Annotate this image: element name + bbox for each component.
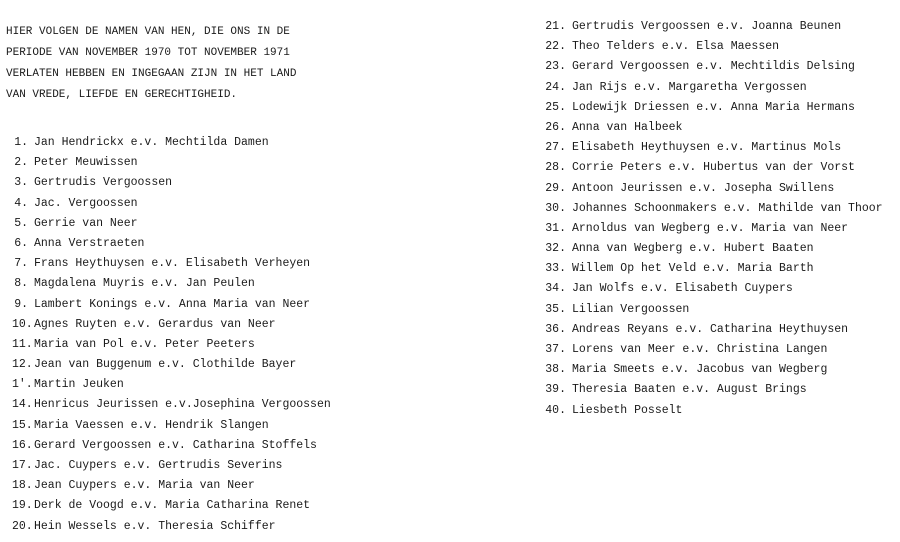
entry-name: Henricus Jeurissen e.v.Josephina Vergoossen [34, 398, 331, 412]
entry-name: Elisabeth Heythuysen e.v. Martinus Mols [572, 141, 842, 155]
entry-name: Martin Jeuken [34, 378, 124, 392]
entry-number: 38. [545, 363, 566, 377]
entry-name: Agnes Ruyten e.v. Gerardus van Neer [34, 317, 276, 331]
list-item [540, 78, 883, 98]
entry-number: 7. [14, 257, 28, 271]
entry-name: Maria Vaessen e.v. Hendrik Slangen [34, 418, 269, 432]
entry-number: 16. [12, 438, 33, 452]
list-item [540, 300, 883, 320]
memorial-heading [6, 22, 336, 106]
list-item [12, 254, 331, 274]
entry-number: 6. [14, 236, 28, 250]
entry-name: Jean Cuypers e.v. Maria van Neer [34, 479, 255, 493]
list-item [12, 153, 331, 173]
list-item [540, 259, 883, 279]
list-item [12, 133, 331, 153]
list-item [12, 194, 331, 214]
entry-name: Theo Telders e.v. Elsa Maessen [572, 40, 780, 54]
entry-number: 39. [545, 383, 566, 397]
heading-line: VAN VREDE, LIEFDE EN GERECHTIGHEID. [6, 89, 238, 101]
entry-number: 14. [12, 398, 33, 412]
entry-number: 8. [14, 277, 28, 291]
entry-name: Lodewijk Driessen e.v. Anna Maria Hermans [572, 100, 855, 114]
entry-number: 5. [14, 216, 28, 230]
list-item [12, 375, 331, 395]
entry-name: Lorens van Meer e.v. Christina Langen [572, 343, 828, 356]
entry-name: Liesbeth Posselt [572, 403, 683, 417]
list-item [12, 456, 331, 476]
list-item [540, 57, 883, 77]
list-item [12, 416, 331, 436]
entry-name: Lambert Konings e.v. Anna Maria van Neer [34, 297, 311, 311]
entry-name: Corrie Peters e.v. Hubertus van der Vorst [572, 161, 855, 175]
entry-name: Arnoldus van Wegberg e.v. Maria van Neer [572, 221, 849, 235]
entry-number: 15. [12, 418, 33, 432]
entry-number: 9. [14, 297, 28, 311]
entry-number: 34. [545, 282, 566, 296]
entry-name: Andreas Reyans e.v. Catharina Heythuysen [572, 322, 849, 336]
list-item [12, 214, 331, 234]
entry-number: 23. [545, 60, 566, 74]
entry-number: 31. [545, 221, 566, 235]
list-item [12, 355, 331, 375]
entry-number: 18. [12, 479, 33, 493]
list-item [12, 395, 331, 415]
entry-name: Gerrie van Neer [34, 216, 138, 230]
entry-number: 28. [545, 161, 566, 175]
entry-number: 4. [14, 196, 28, 210]
heading-line: VERLATEN HEBBEN EN INGEGAAN ZIJN IN HET LAND [6, 68, 297, 80]
entry-number: 1'. [12, 378, 33, 392]
entry-number: 17. [12, 459, 33, 472]
entry-name: Frans Heythuysen e.v. Elisabeth Verheyen [34, 257, 311, 271]
entry-name: Derk de Voogd e.v. Maria Catharina Renet [34, 499, 311, 513]
list-item [540, 320, 883, 340]
list-item [12, 335, 331, 355]
list-item [540, 138, 883, 158]
entry-name: Hein Wessels e.v. Theresia Schiffer [34, 519, 276, 533]
entry-number: 36. [545, 322, 566, 336]
entry-name: Johannes Schoonmakers e.v. Mathilde van Thoor [572, 201, 883, 215]
list-item [540, 239, 883, 259]
heading-line: HIER VOLGEN DE NAMEN VAN HEN, DIE ONS IN DE [6, 26, 290, 38]
list-item [12, 274, 331, 294]
list-item [540, 37, 883, 57]
entry-name: Gertrudis Vergoossen [34, 176, 173, 190]
list-item [540, 219, 883, 239]
entry-name: Maria Smeets e.v. Jacobus van Wegberg [572, 363, 828, 377]
list-item [540, 360, 883, 380]
list-item [540, 340, 883, 360]
entry-name: Anna van Halbeek [572, 120, 683, 134]
entry-number: 29. [545, 181, 566, 195]
list-item [12, 173, 331, 193]
entry-number: 25. [545, 100, 566, 114]
entry-number: 2. [14, 156, 28, 170]
entry-number: 21. [545, 20, 566, 33]
entry-number: 35. [545, 302, 566, 316]
entry-name: Gerard Vergoossen e.v. Catharina Stoffels [34, 438, 317, 452]
entry-name: Magdalena Muyris e.v. Jan Peulen [34, 277, 255, 291]
list-item [540, 199, 883, 219]
entry-name: Gerard Vergoossen e.v. Mechtildis Delsing [572, 60, 855, 74]
entry-name: Maria van Pol e.v. Peter Peeters [34, 337, 255, 351]
entry-number: 22. [545, 40, 566, 54]
names-list-right [540, 17, 883, 421]
list-item [540, 118, 883, 138]
list-item [12, 476, 331, 496]
heading-line: PERIODE VAN NOVEMBER 1970 TOT NOVEMBER 1971 [6, 47, 290, 59]
entry-name: Jac. Cuypers e.v. Gertrudis Severins [34, 459, 283, 472]
list-item [540, 279, 883, 299]
list-item [540, 179, 883, 199]
entry-name: Lilian Vergoossen [572, 302, 690, 316]
entry-name: Jac. Vergoossen [34, 196, 138, 210]
entry-name: Peter Meuwissen [34, 156, 138, 170]
list-item [12, 496, 331, 516]
entry-number: 19. [12, 499, 33, 513]
entry-number: 32. [545, 242, 566, 256]
entry-name: Theresia Baaten e.v. August Brings [572, 383, 807, 397]
entry-name: Anna Verstraeten [34, 236, 145, 250]
entry-number: 26. [545, 120, 566, 134]
entry-name: Jean van Buggenum e.v. Clothilde Bayer [34, 358, 297, 372]
list-item [540, 17, 883, 37]
entry-number: 40. [545, 403, 566, 417]
entry-number: 27. [545, 141, 566, 155]
entry-name: Jan Wolfs e.v. Elisabeth Cuypers [572, 282, 793, 296]
entry-number: 10. [12, 317, 33, 331]
list-item [12, 295, 331, 315]
entry-number: 37. [545, 343, 566, 356]
list-item [540, 158, 883, 178]
entry-number: 1. [14, 136, 28, 149]
list-item [12, 436, 331, 456]
entry-number: 24. [545, 80, 566, 94]
entry-number: 3. [14, 176, 28, 190]
entry-name: Gertrudis Vergoossen e.v. Joanna Beunen [572, 20, 842, 33]
entry-number: 33. [545, 262, 566, 276]
list-item [12, 315, 331, 335]
list-item [12, 517, 331, 537]
entry-name: Jan Rijs e.v. Margaretha Vergossen [572, 80, 807, 94]
entry-name: Anna van Wegberg e.v. Hubert Baaten [572, 242, 814, 256]
entry-name: Antoon Jeurissen e.v. Josepha Swillens [572, 181, 835, 195]
list-item [540, 380, 883, 400]
entry-name: Jan Hendrickx e.v. Mechtilda Damen [34, 136, 269, 149]
entry-number: 20. [12, 519, 33, 533]
entry-name: Willem Op het Veld e.v. Maria Barth [572, 262, 814, 276]
entry-number: 11. [12, 337, 33, 351]
list-item [540, 401, 883, 421]
list-item [12, 234, 331, 254]
list-item [540, 98, 883, 118]
entry-number: 30. [545, 201, 566, 215]
names-list-left [12, 133, 331, 537]
entry-number: 12. [12, 358, 33, 372]
